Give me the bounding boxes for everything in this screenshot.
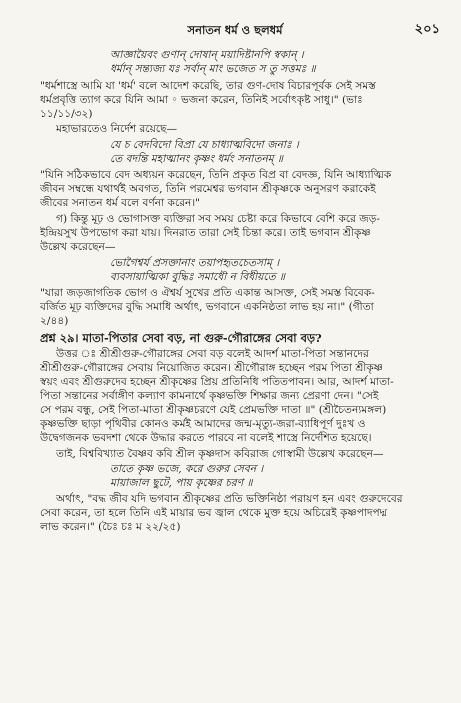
body-text-line: "যিনি সঠিকভাবে বেদ অধ্যয়ন করেছেন, তিনি প্রকৃত বিপ্র বা বেদজ্ঞ, যিনি আধ্যাত্মিক bbox=[40, 169, 392, 181]
verse-line: ধর্মান্ সন্ত্যজ্য যঃ সর্বান্ মাং ভজেত স তু সত্তমঃ ॥ bbox=[110, 63, 316, 75]
body-text-line: কৃষ্ণভক্তি ছাড়া পৃথিবীর কোনও কর্মই আমাদের জন্ম-মৃত্যু-জরা-ব্যাধিপূর্ণ দুঃখ ও bbox=[40, 418, 366, 430]
body-text-line: সেবা করেন, তা হলে তিনি এই মায়ার ভব জ্বাল থেকে মুক্ত হয়ে অচিরেই কৃষ্ণপাদপদ্ম bbox=[40, 507, 388, 519]
body-text-line: উল্লেখ করেছেন— bbox=[40, 241, 116, 253]
verse-line: তাতে কৃষ্ণ ভজে, করে গুরুর সেবন । bbox=[110, 463, 264, 475]
paragraph-first-line: মহাভারতেও নির্দেশ রয়েছে— bbox=[56, 123, 178, 135]
answer-first-line: উত্তর ঃ শ্রীশ্রীগুরু-গৌরাঙ্গের সেবা বড় বলেই আদর্শ মাতা-পিতা সন্তানদের bbox=[56, 348, 369, 360]
verse-line: মায়াজাল ছুটে, পায় কৃষ্ণের চরণ ॥ bbox=[110, 477, 253, 489]
body-text-line: স্বয়ং এবং শ্রীগুরুদেব হচ্ছেন শ্রীকৃষ্ণের প্রিয় প্রতিনিধি পতিতপাবন। আর, আদর্শ মাতা- bbox=[40, 376, 394, 388]
body-text-line: ধর্মপ্রবৃত্তি ত্যাগ করে যিনি আমা ◦ ভজনা করেন, তিনিই সর্বোৎকৃষ্ট সাধু।" (ভাঃ bbox=[40, 94, 363, 106]
question-heading: প্রশ্ন ২৯। মাতা-পিতার সেবা বড়, না গুরু-গৌরাঙ্গের সেবা বড়? bbox=[40, 331, 322, 345]
page-number: ২০১ bbox=[414, 22, 440, 37]
body-text-line: ১১/১১/৩২) bbox=[40, 108, 93, 120]
body-text-line: উদ্বেগজনক ভবদশা থেকে উদ্ধার করতে পারবে না বলেই শাস্ত্রে নির্দেশিত হয়েছে। bbox=[40, 432, 372, 444]
body-text-line: পিতা সন্তানের সর্বাঙ্গীণ কল্যাণ কামনার্থে কৃষ্ণভক্তি শিক্ষার জন্য প্রেরণা দেন। "সেই bbox=[40, 390, 379, 402]
running-header-title: সনাতন ধর্ম ও ছলধর্ম bbox=[187, 23, 283, 37]
paragraph-first-line: অর্থাৎ, "বদ্ধ জীব যদি ভগবান শ্রীকৃষ্ণের প্রতি ভক্তিনিষ্ঠা পরায়ণ হন এবং গুরুদেবের bbox=[56, 493, 403, 505]
paragraph-first-line: গ) কিন্তু মূঢ় ও ভোগাসক্ত ব্যক্তিরা সব সময় চেষ্টা করে কিভাবে বেশি করে জড়- bbox=[56, 213, 380, 225]
body-text-line: সে পরম বন্ধু, সেই পিতা-মাতা শ্রীকৃষ্ণচরণে যেই প্রেমভক্তি দাতা ॥" (শ্রীচৈতন্যমঙ্গল) bbox=[40, 404, 387, 416]
body-text-line: জীবের সনাতন ধর্ম বলে বর্ণনা করেন।" bbox=[40, 197, 201, 209]
body-text-line: শ্রীশ্রীগুরু-গৌরাঙ্গের সেবায় নিয়োজিত করেন। শ্রীগৌরাঙ্গ হচ্ছেন পরম পিতা শ্রীকৃষ্ণ bbox=[40, 362, 383, 374]
body-text-line: "যারা জড়জাগতিক ভোগ ও ঐশ্বর্য সুখের প্রতি একান্ত আসক্ত, সেই সমস্ত বিবেক- bbox=[40, 287, 375, 299]
verse-line: আজ্ঞায়ৈবং গুণান্ দোষান্ ময়াদিষ্টানপি স্বকান্ । bbox=[110, 49, 304, 61]
body-text-line: লাভ করেন।" (চৈঃ চঃ ম ২২/২৫) bbox=[40, 521, 181, 533]
paragraph-first-line: তাই, বিশ্ববিখ্যাত বৈষ্ণব কবি শ্রীল কৃষ্ণদাস কবিরাজ গোস্বামী উল্লেখ করেছেন— bbox=[56, 448, 384, 460]
verse-line: ব্যবসায়াত্মিকা বুদ্ধিঃ সমাধৌ ন বিধীয়তে ॥ bbox=[110, 271, 285, 283]
verse-line: ভোগৈশ্বর্য প্রসক্তানাং তয়াপহৃতচেতসাম্ । bbox=[110, 257, 280, 269]
verse-line: যে চ বেদবিদো বিপ্রা যে চাধ্যাত্মবিদো জনাঃ । bbox=[110, 139, 299, 151]
body-text-line: জীবন সম্বন্ধে যথার্থই অবগত, তিনি পরমেশ্বর ভগবান শ্রীকৃষ্ণকে অনুসরণ করাকেই bbox=[40, 183, 376, 195]
body-text-line: বর্জিত মূঢ় ব্যক্তিদের বুদ্ধি সমাধি অর্থাৎ, ভগবানে একনিষ্ঠতা লাভ হয় না।" (গীতা bbox=[40, 301, 374, 313]
verse-line: তে বদন্তি মহাত্মানং কৃষ্ণং ধর্মং সনাতনম্ ॥ bbox=[110, 153, 284, 165]
body-text-line: ইন্দ্রিয়সুখ উপভোগ করা যায়। দিনরাত তারা সেই চিন্তা করে। তাই ভগবান শ্রীকৃষ্ণ bbox=[40, 227, 371, 239]
body-text-line: "ধর্মশাস্ত্রে আমি যা 'ধর্ম' বলে আদেশ করেছি, তার গুণ-দোষ বিচারপূর্বক সেই সমস্ত bbox=[40, 80, 376, 92]
body-text-line: ২/৪৪) bbox=[40, 315, 69, 327]
